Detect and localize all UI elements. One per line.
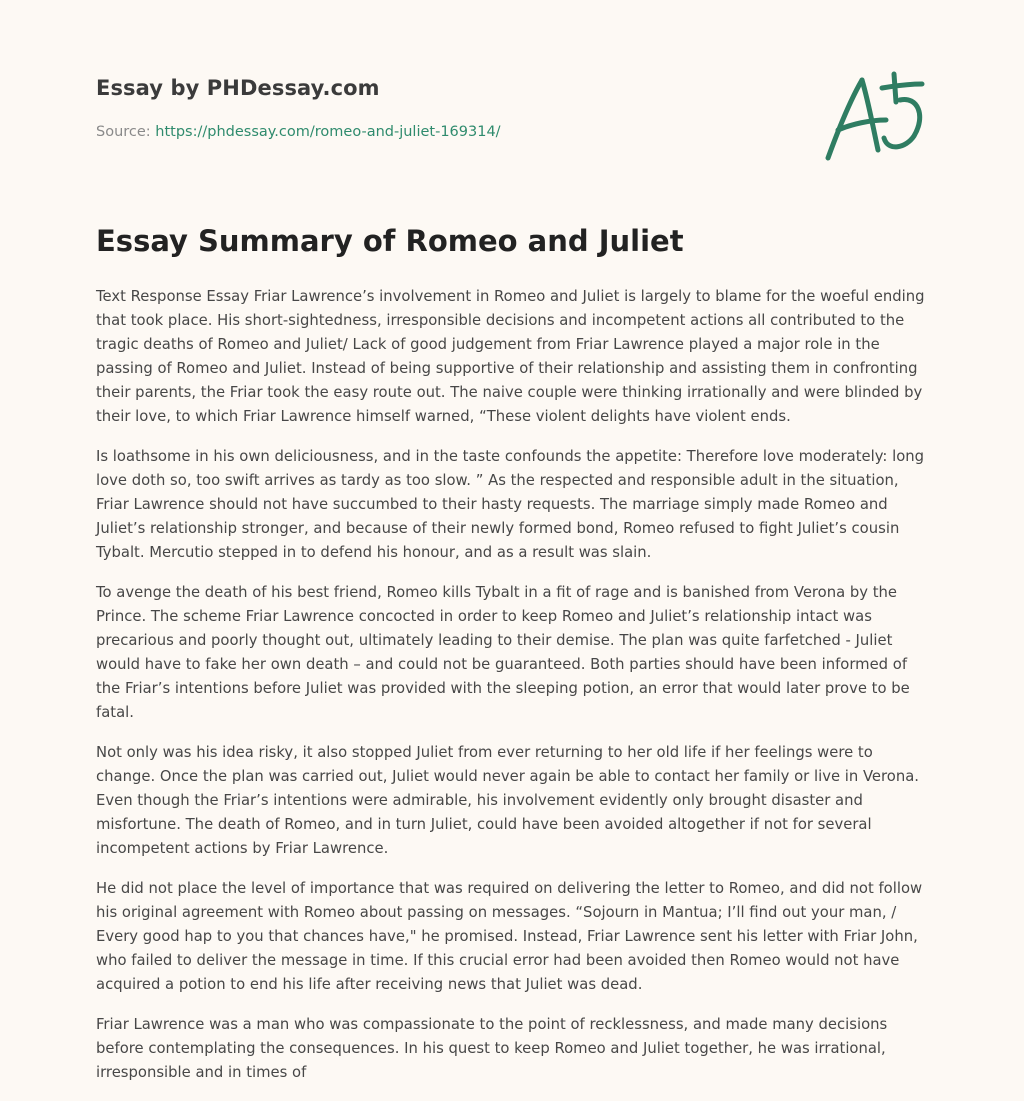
essay-title: Essay Summary of Romeo and Juliet <box>96 224 684 258</box>
source-link[interactable]: https://phdessay.com/romeo-and-juliet-169314/ <box>155 124 501 140</box>
a-plus-logo-icon <box>818 66 930 166</box>
source-label: Source: <box>96 124 151 140</box>
essay-paragraph: Not only was his idea risky, it also stopped Juliet from ever returning to her old life if her feelings were to change. Once the plan was carried out, Juliet would never again be able to contact her family or live in Verona. Even though the Friar’s intentions were admirable, his involvement evidently only brought disaster and misfortune. The death of Romeo, and in turn Juliet, could have been avoided altogether if not for several incompetent actions by Friar Lawrence. <box>96 744 919 857</box>
essay-paragraph: He did not place the level of importance that was required on delivering the letter to Romeo, and did not follow his original agreement with Romeo about passing on messages. “Sojourn in Mantua; I’ll find out your man, / Every good hap to you that chances have," he promised. Instead, Friar Lawrence sent his letter with Friar John, who failed to deliver the message in time. If this crucial error had been avoided then Romeo would not have acquired a potion to end his life after receiving news that Juliet was dead. <box>96 880 923 993</box>
essay-paragraph: Friar Lawrence was a man who was compassionate to the point of recklessness, and made many decisions before contemplating the consequences. In his quest to keep Romeo and Juliet together, he was irrational, irresponsible and in times of <box>96 1016 888 1081</box>
essay-body <box>96 285 936 1101</box>
essay-paragraph: To avenge the death of his best friend, Romeo kills Tybalt in a fit of rage and is banished from Verona by the Prince. The scheme Friar Lawrence concocted in order to keep Romeo and Juliet’s relationship intact was precarious and poorly thought out, ultimately leading to their demise. The plan was quite farfetched - Juliet would have to fake her own death – and could not be guaranteed. Both parties should have been informed of the Friar’s intentions before Juliet was provided with the sleeping potion, an error that would later prove to be fatal. <box>96 584 910 721</box>
site-title: Essay by PHDessay.com <box>96 76 380 100</box>
essay-paragraph: Is loathsome in his own deliciousness, and in the taste confounds the appetite: Therefore love moderately: long love doth so, too swift arrives as tardy as too slow. ” As the respected and responsible adult in the situation, Friar Lawrence should not have succumbed to their hasty requests. The marriage simply made Romeo and Juliet’s relationship stronger, and because of their newly formed bond, Romeo refused to fight Juliet’s cousin Tybalt. Mercutio stepped in to defend his honour, and as a result was slain. <box>96 448 925 561</box>
source-line <box>96 124 501 140</box>
essay-paragraph: Text Response Essay Friar Lawrence’s involvement in Romeo and Juliet is largely to blame for the woeful ending that took place. His short-sightedness, irresponsible decisions and incompetent actions all contributed to the tragic deaths of Romeo and Juliet/ Lack of good judgement from Friar Lawrence played a major role in the passing of Romeo and Juliet. Instead of being supportive of their relationship and assisting them in confronting their parents, the Friar took the easy route out. The naive couple were thinking irrationally and were blinded by their love, to which Friar Lawrence himself warned, “These violent delights have violent ends. <box>96 288 925 425</box>
